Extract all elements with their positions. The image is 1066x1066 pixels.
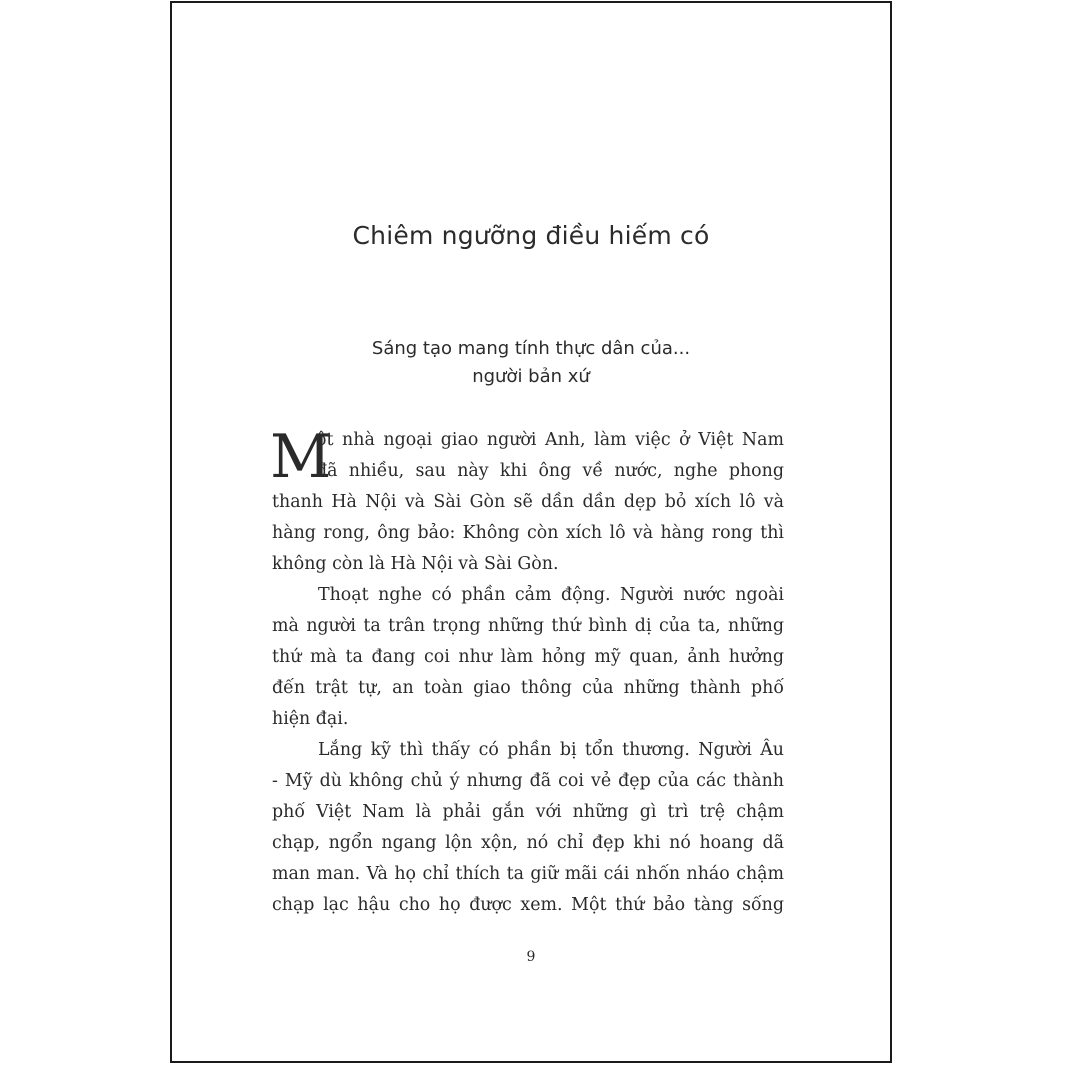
- book-page: [170, 1, 892, 1063]
- text-line: thanh Hà Nội và Sài Gòn sẽ dần dần dẹp bỏ xích lô và: [272, 492, 784, 512]
- section-subtitle: [172, 335, 890, 391]
- subtitle-line-2: người bản xứ: [472, 366, 590, 387]
- text-line: hiện đại.: [272, 709, 349, 729]
- text-line: ột nhà ngoại giao người Anh, làm việc ở Việt Nam: [316, 430, 784, 450]
- subtitle-line-1: Sáng tạo mang tính thực dân của...: [371, 338, 691, 359]
- text-line: Lắng kỹ thì thấy có phần bị tổn thương. Người Âu: [318, 740, 784, 760]
- body-text: [270, 422, 784, 921]
- text-line: Thoạt nghe có phần cảm động. Người nước ngoài: [318, 585, 784, 605]
- text-line: hàng rong, ông bảo: Không còn xích lô và hàng rong thì: [272, 523, 784, 543]
- text-line: chạp, ngổn ngang lộn xộn, nó chỉ đẹp khi nó hoang dã: [272, 833, 784, 853]
- text-line: thứ mà ta đang coi như làm hỏng mỹ quan, ảnh hưởng: [272, 647, 784, 667]
- page-number: 9: [526, 949, 536, 965]
- text-line: man man. Và họ chỉ thích ta giữ mãi cái nhốn nháo chậm: [272, 864, 784, 884]
- paragraph-2: [272, 580, 784, 735]
- drop-cap: M: [270, 422, 332, 492]
- text-line: đã nhiều, sau này khi ông về nước, nghe phong: [316, 461, 784, 481]
- chapter-title: Chiêm ngưỡng điều hiếm có: [352, 221, 710, 250]
- text-line: - Mỹ dù không chủ ý nhưng đã coi vẻ đẹp của các thành: [272, 771, 784, 791]
- text-line: đến trật tự, an toàn giao thông của những thành phố: [272, 678, 784, 698]
- paragraph-3: [272, 735, 784, 921]
- text-line: không còn là Hà Nội và Sài Gòn.: [272, 554, 559, 574]
- text-line: chạp lạc hậu cho họ được xem. Một thứ bảo tàng sống: [272, 895, 784, 915]
- paragraph-1: [270, 422, 784, 580]
- text-line: phố Việt Nam là phải gắn với những gì trì trệ chậm: [272, 802, 784, 822]
- text-line: mà người ta trân trọng những thứ bình dị của ta, những: [272, 616, 784, 636]
